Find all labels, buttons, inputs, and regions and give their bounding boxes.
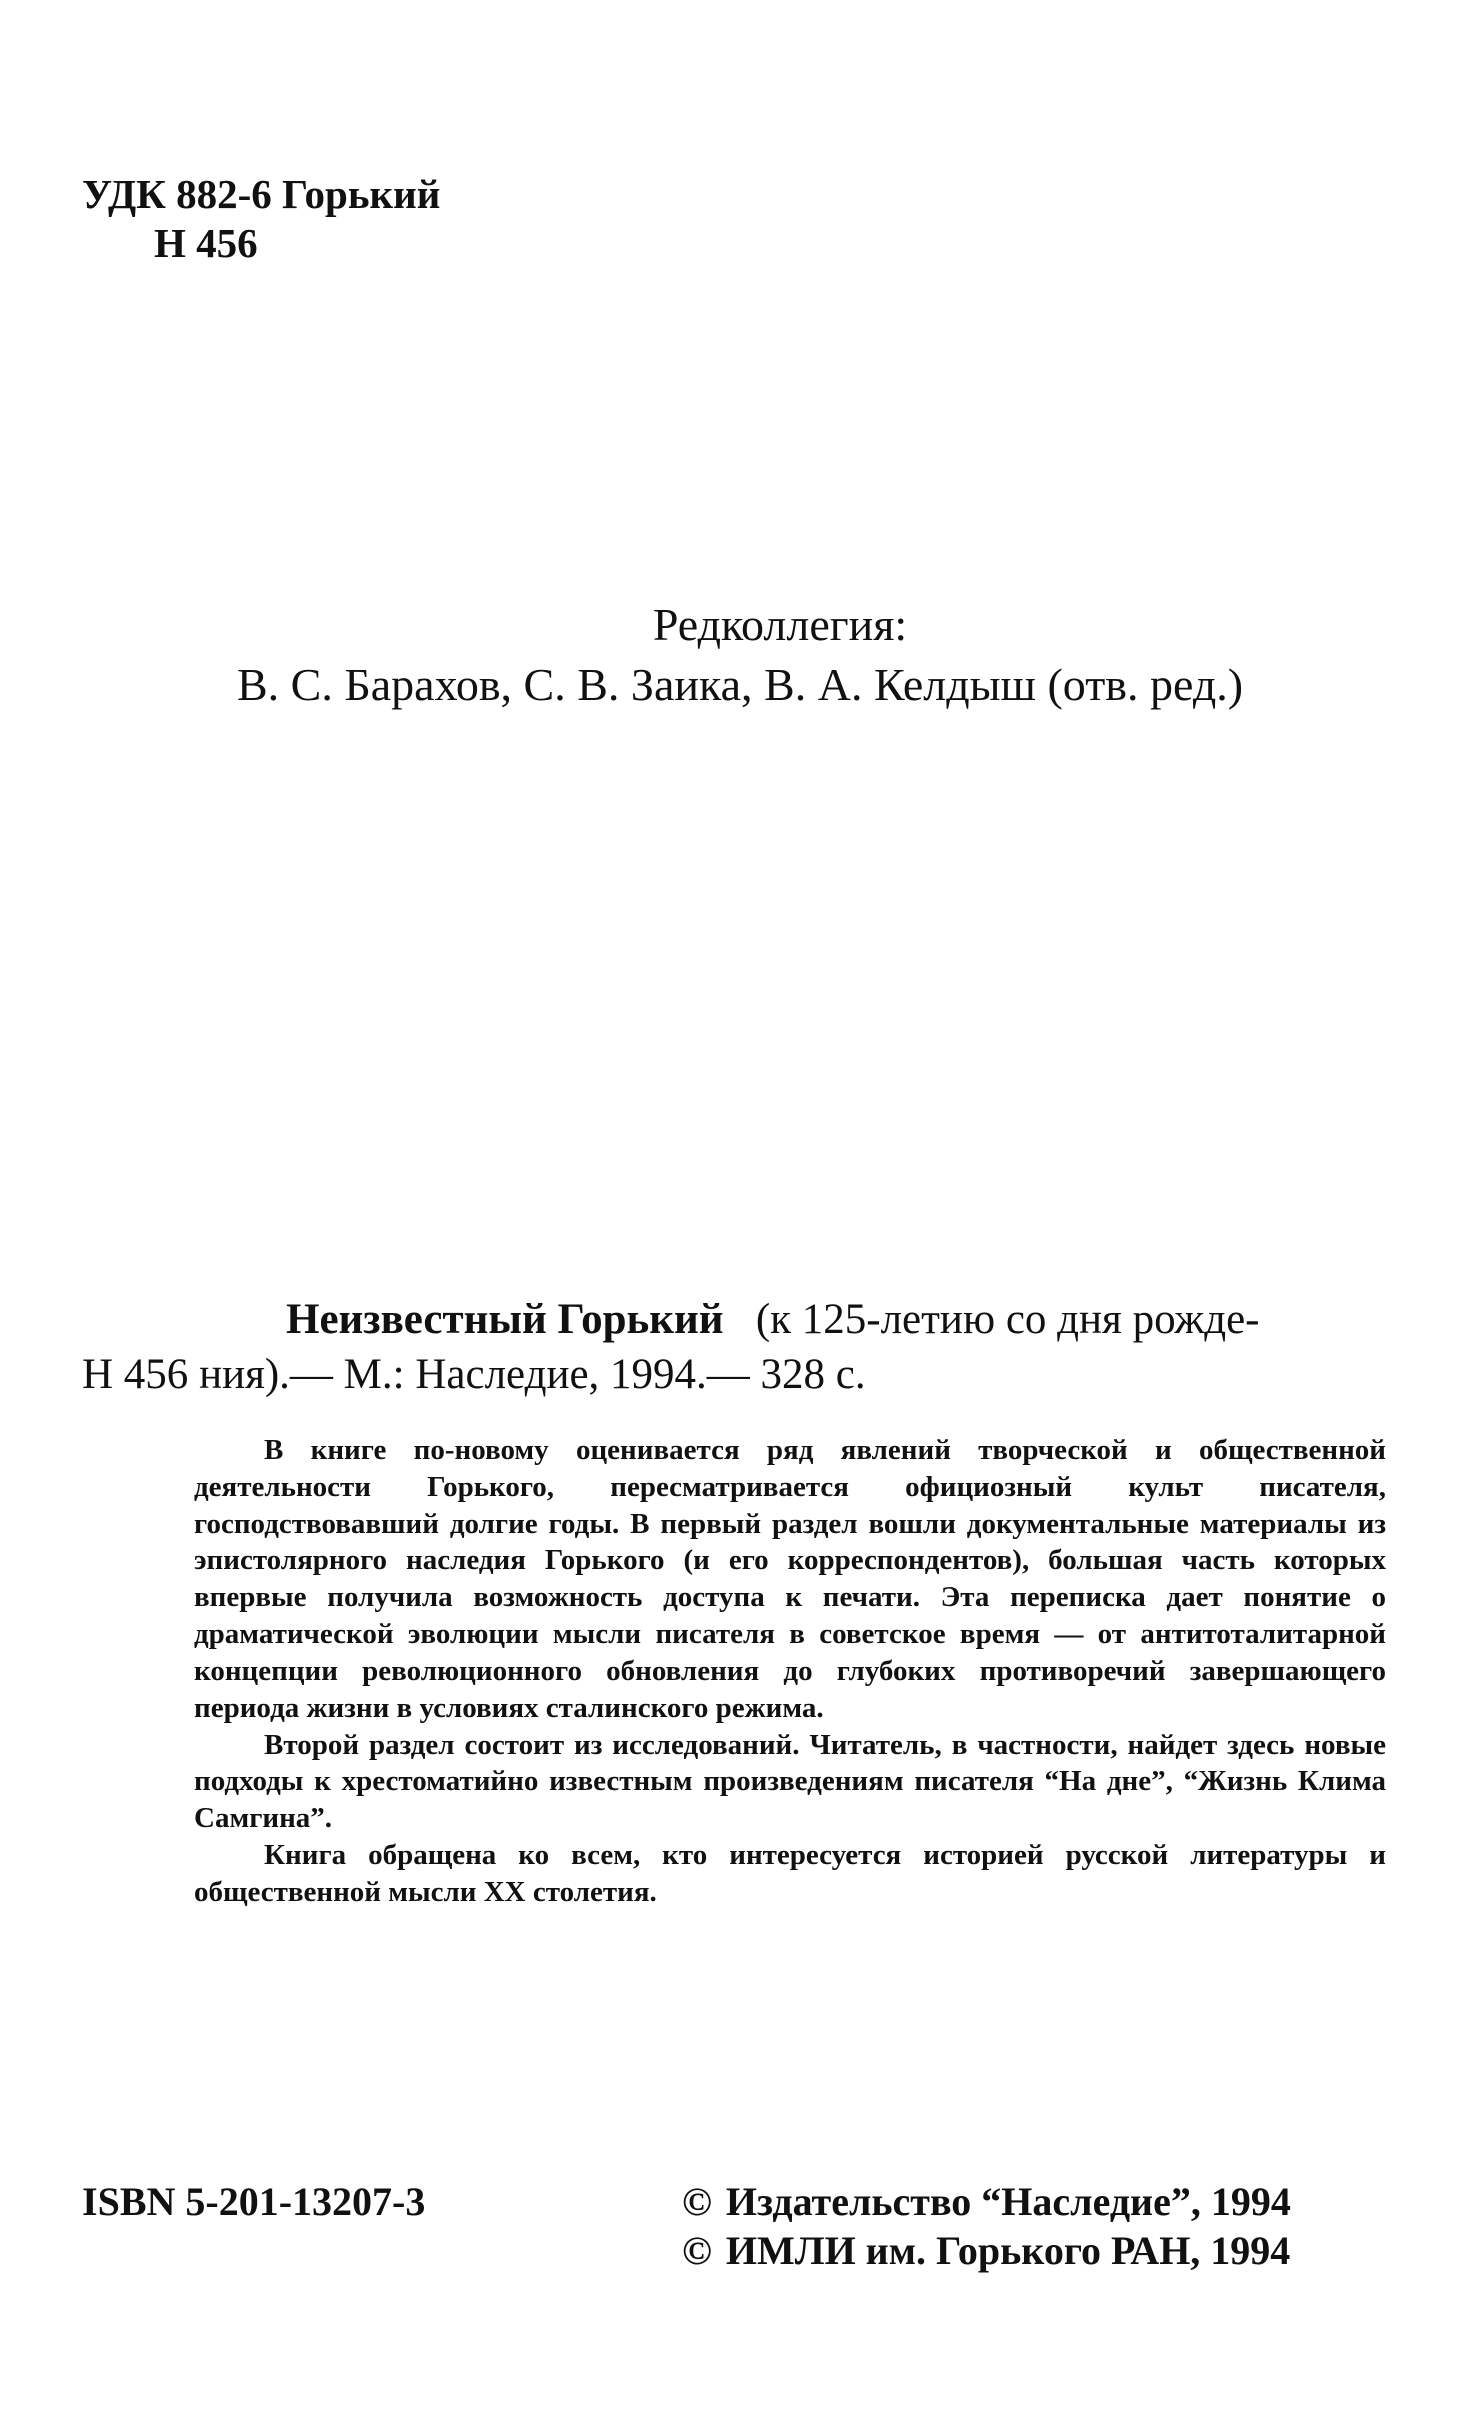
copyright-icon: © (682, 2179, 712, 2224)
annotation-paragraph: Книга обращена ко всем, кто интересуется историей русской литературы и общественной мысли XX столетия. (194, 1839, 1386, 1908)
bibliographic-line-2 (82, 1347, 1382, 1402)
udk-block (82, 170, 440, 268)
bibliographic-line-1 (82, 1292, 1382, 1347)
book-subtitle-start: (к 125-летию со дня рожде- (755, 1296, 1260, 1343)
annotation-paragraph: В книге по-новому оценивается ряд явлений творческой и общественной деятельности Горького, пересматривается официозный культ писателя, господствовавший долгие годы. В первый раздел вошли документальные материалы из эпистолярного наследия Горького (и его корреспондентов), большая часть которых впервые получила возможность доступа к печати. Эта переписка дает понятие о драматической эволюции мысли писателя в советское время — от антитоталитарной концепции революционного обновления до глубоких противоречий завершающего периода жизни в условиях сталинского режима. (194, 1434, 1386, 1724)
editorial-board (200, 595, 1280, 715)
copyright-line (682, 2227, 1291, 2276)
annotation (194, 1432, 1386, 1911)
bibliographic-code: Н 456 (82, 1351, 189, 1399)
editorial-board-label: Редколлегия: (652, 599, 908, 650)
isbn: ISBN 5-201-13207-3 (82, 2179, 426, 2224)
publication-details: ния).— М.: Наследие, 1994.— 328 с. (199, 1351, 866, 1399)
bibliographic-entry (82, 1292, 1382, 1402)
copyright-block (682, 2178, 1291, 2276)
copyright-icon: © (682, 2227, 712, 2273)
book-title: Неизвестный Горький (286, 1296, 724, 1343)
editorial-board-members: В. С. Барахов, С. В. Заика, В. А. Келдыш (отв. ред.) (236, 658, 1244, 710)
copyright-publisher: Издательство “Наследие”, 1994 (725, 2179, 1291, 2224)
author-mark: Н 456 (154, 220, 258, 267)
annotation-paragraph: Второй раздел состоит из исследований. Читатель, в частности, найдет здесь новые подходы к хрестоматийно известным произведениям писателя “На дне”, “Жизнь Клима Самгина”. (194, 1728, 1386, 1835)
copyright-institute: ИМЛИ им. Горького РАН, 1994 (725, 2227, 1291, 2273)
copyright-line (682, 2178, 1291, 2227)
udk-code: УДК 882-6 Горький (82, 171, 441, 217)
